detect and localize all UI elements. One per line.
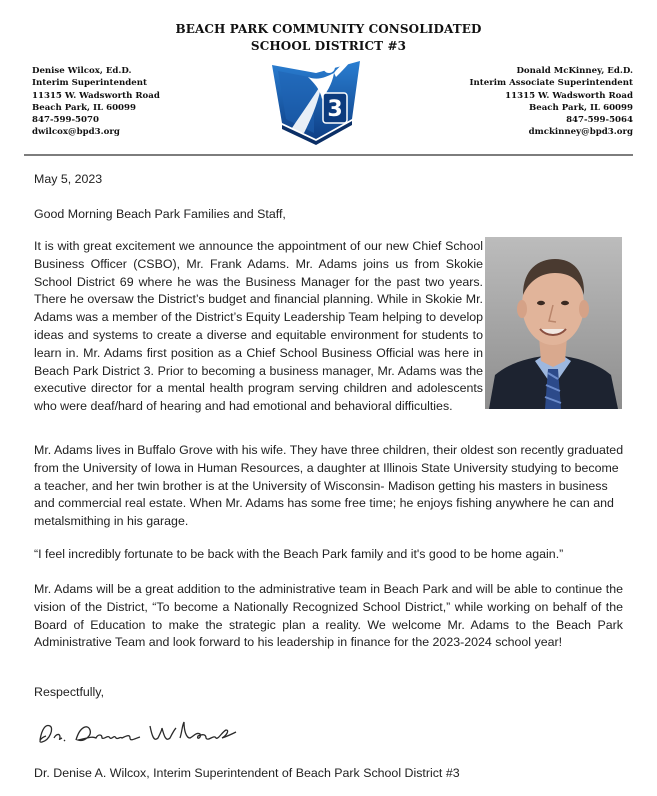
right-contact-block: [469, 65, 633, 139]
letter-date: May 5, 2023: [34, 172, 103, 186]
letterhead-divider: [24, 154, 633, 156]
left-contact-city: Beach Park, IL 60099: [32, 102, 136, 113]
right-contact-phone: 847-599-5064: [566, 115, 633, 126]
right-contact-city: Beach Park, IL 60099: [529, 102, 633, 113]
paragraph-closing-remarks: Mr. Adams will be a great addition to the administrative team in Beach Park and will be able to continue the vision of the District, “To become a Nationally Recognized School District,” while working on behalf of the Board of Education to make the strategic plan a reality. We welcome Mr. Adams to the Beach Park Administrative Team and look forward to his leadership in finance for the 2023-2024 school year!: [34, 582, 623, 650]
letter-closing: Respectfully,: [34, 685, 105, 699]
letterhead-title-line1: BEACH PARK COMMUNITY CONSOLIDATED: [175, 22, 482, 36]
left-contact-email: dwilcox@bpd3.org: [32, 127, 120, 138]
headshot-photo: [485, 237, 622, 409]
right-contact-street: 11315 W. Wadsworth Road: [505, 90, 633, 101]
right-contact-email: dmckinney@bpd3.org: [528, 127, 633, 138]
paragraph-announcement: It is with great excitement we announce the appointment of our new Chief School Business Officer (CSBO), Mr. Frank Adams. Mr. Adams joins us from Skokie School District 69 where he was the Business Manager for the past two years. There he oversaw the District’s budget and financial planning. While in Skokie Mr. Adams was a member of the District’s Equity Leadership Team helping to develop ideas and systems to create a diverse and equitable environment for students to learn in. Mr. Adams first position as a Chief School Business Official was here in Beach Park District 3. Prior to becoming a business manager, Mr. Adams was the executive director for a mental health program serving children and adolescents who were deaf/hard of hearing and had emotional and behavioral difficulties.: [34, 239, 483, 414]
left-contact-role: Interim Superintendent: [32, 78, 147, 89]
left-contact-phone: 847-599-5070: [32, 115, 99, 126]
paragraph-quote: “I feel incredibly fortunate to be back with the Beach Park family and it's good to be home again.”: [34, 547, 564, 561]
paragraph-personal: Mr. Adams lives in Buffalo Grove with his wife. They have three children, their oldest son recently graduated from the University of Iowa in Human Resources, a daughter at Illinois State University studying to become a teacher, and her twin brother is at the University of Wisconsin- Madison getting his masters in business and commercial real estate. When Mr. Adams has some free time; he enjoys fishing anywhere he can and metalsmithing in his garage.: [34, 443, 624, 529]
signature-image: [32, 716, 252, 750]
signatory-line: Dr. Denise A. Wilcox, Interim Superintendent of Beach Park School District #3: [34, 766, 460, 780]
left-contact-street: 11315 W. Wadsworth Road: [32, 90, 160, 101]
letter-greeting: Good Morning Beach Park Families and Staff,: [34, 207, 286, 221]
right-contact-role: Interim Associate Superintendent: [469, 78, 633, 89]
left-contact-name: Denise Wilcox, Ed.D.: [32, 66, 132, 76]
district-logo: [268, 53, 364, 148]
left-contact-block: [32, 65, 160, 139]
letterhead-title-line2: SCHOOL DISTRICT #3: [250, 39, 407, 53]
logo-number: 3: [327, 97, 343, 122]
right-contact-name: Donald McKinney, Ed.D.: [516, 66, 633, 76]
